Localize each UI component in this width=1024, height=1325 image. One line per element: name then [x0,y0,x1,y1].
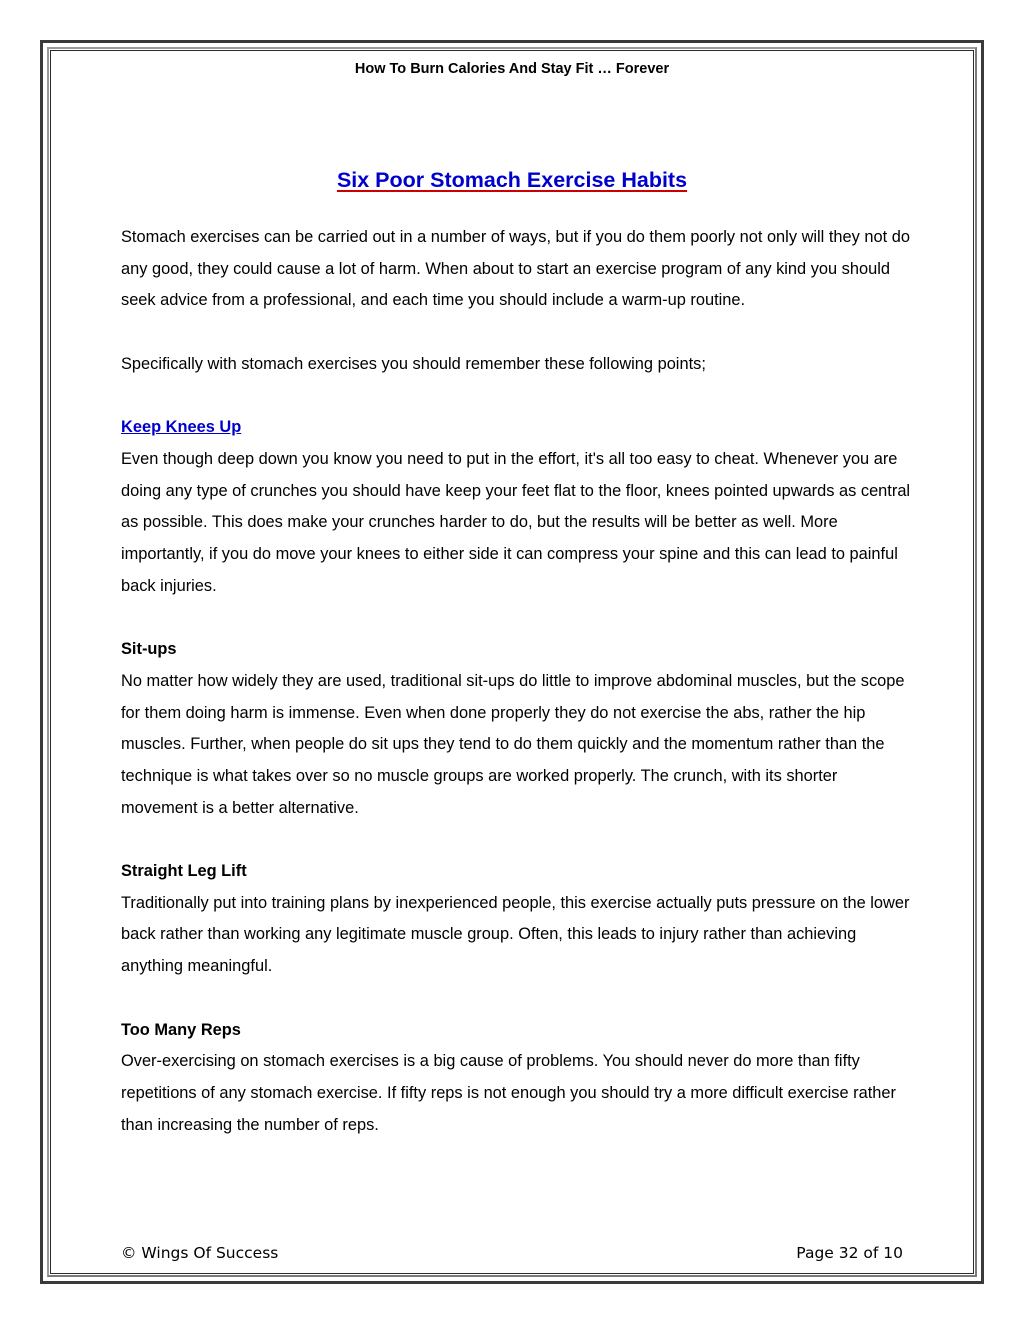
footer-page-number: Page 32 of 10 [796,1244,903,1262]
section-heading: Sit-ups [121,640,177,659]
section-too-many-reps [121,1015,911,1142]
page-title-text: Six Poor Stomach Exercise Habits [336,168,688,192]
section-body: Even though deep down you know you need to put in the effort, it's all too easy to cheat. Whenever you are doing any type of crunches you should have keep your feet flat to the floor, knees pointed upwards as central as possible. This does make your crunches harder to do, but the results will be better as well. More importantly, if you do move your knees to either side it can compress your spine and this can lead to painful back injuries. [121,449,911,595]
section-body: No matter how widely they are used, traditional sit-ups do little to improve abdominal muscles, but the scope for them doing harm is immense. Even when done properly they do not exercise the abs, rather the hip muscles. Further, when people do sit ups they tend to do them quickly and the momentum rather than the technique is what takes over so no muscle groups are worked properly. The crunch, with its shorter movement is a better alternative. [121,671,905,817]
page-title [0,168,1024,193]
section-body: Traditionally put into training plans by inexperienced people, this exercise actually puts pressure on the lower back rather than working any legitimate muscle group. Often, this leads to injury rather than achieving anything meaningful. [121,893,910,976]
section-heading: Straight Leg Lift [121,862,247,880]
article-body [121,222,911,1173]
section-straight-leg-lift [121,856,911,983]
section-sit-ups [121,634,911,824]
section-body: Over-exercising on stomach exercises is a big cause of problems. You should never do more than fifty repetitions of any stomach exercise. If fifty reps is not enough you should try a more difficult exercise rather than increasing the number of reps. [121,1052,896,1134]
section-heading-link[interactable]: Keep Knees Up [121,418,242,437]
section-heading: Too Many Reps [121,1020,241,1039]
section-keep-knees-up [121,412,911,602]
intro-paragraph: Stomach exercises can be carried out in a number of ways, but if you do them poorly not only will they not do any good, they could cause a lot of harm. When about to start an exercise program of any kind you should seek advice from a professional, and each time you should include a warm-up routine. [121,228,910,310]
lead-in-paragraph: Specifically with stomach exercises you should remember these following points; [121,354,706,373]
footer-copyright: © Wings Of Success [121,1244,279,1262]
running-header: How To Burn Calories And Stay Fit … Forever [354,61,670,77]
